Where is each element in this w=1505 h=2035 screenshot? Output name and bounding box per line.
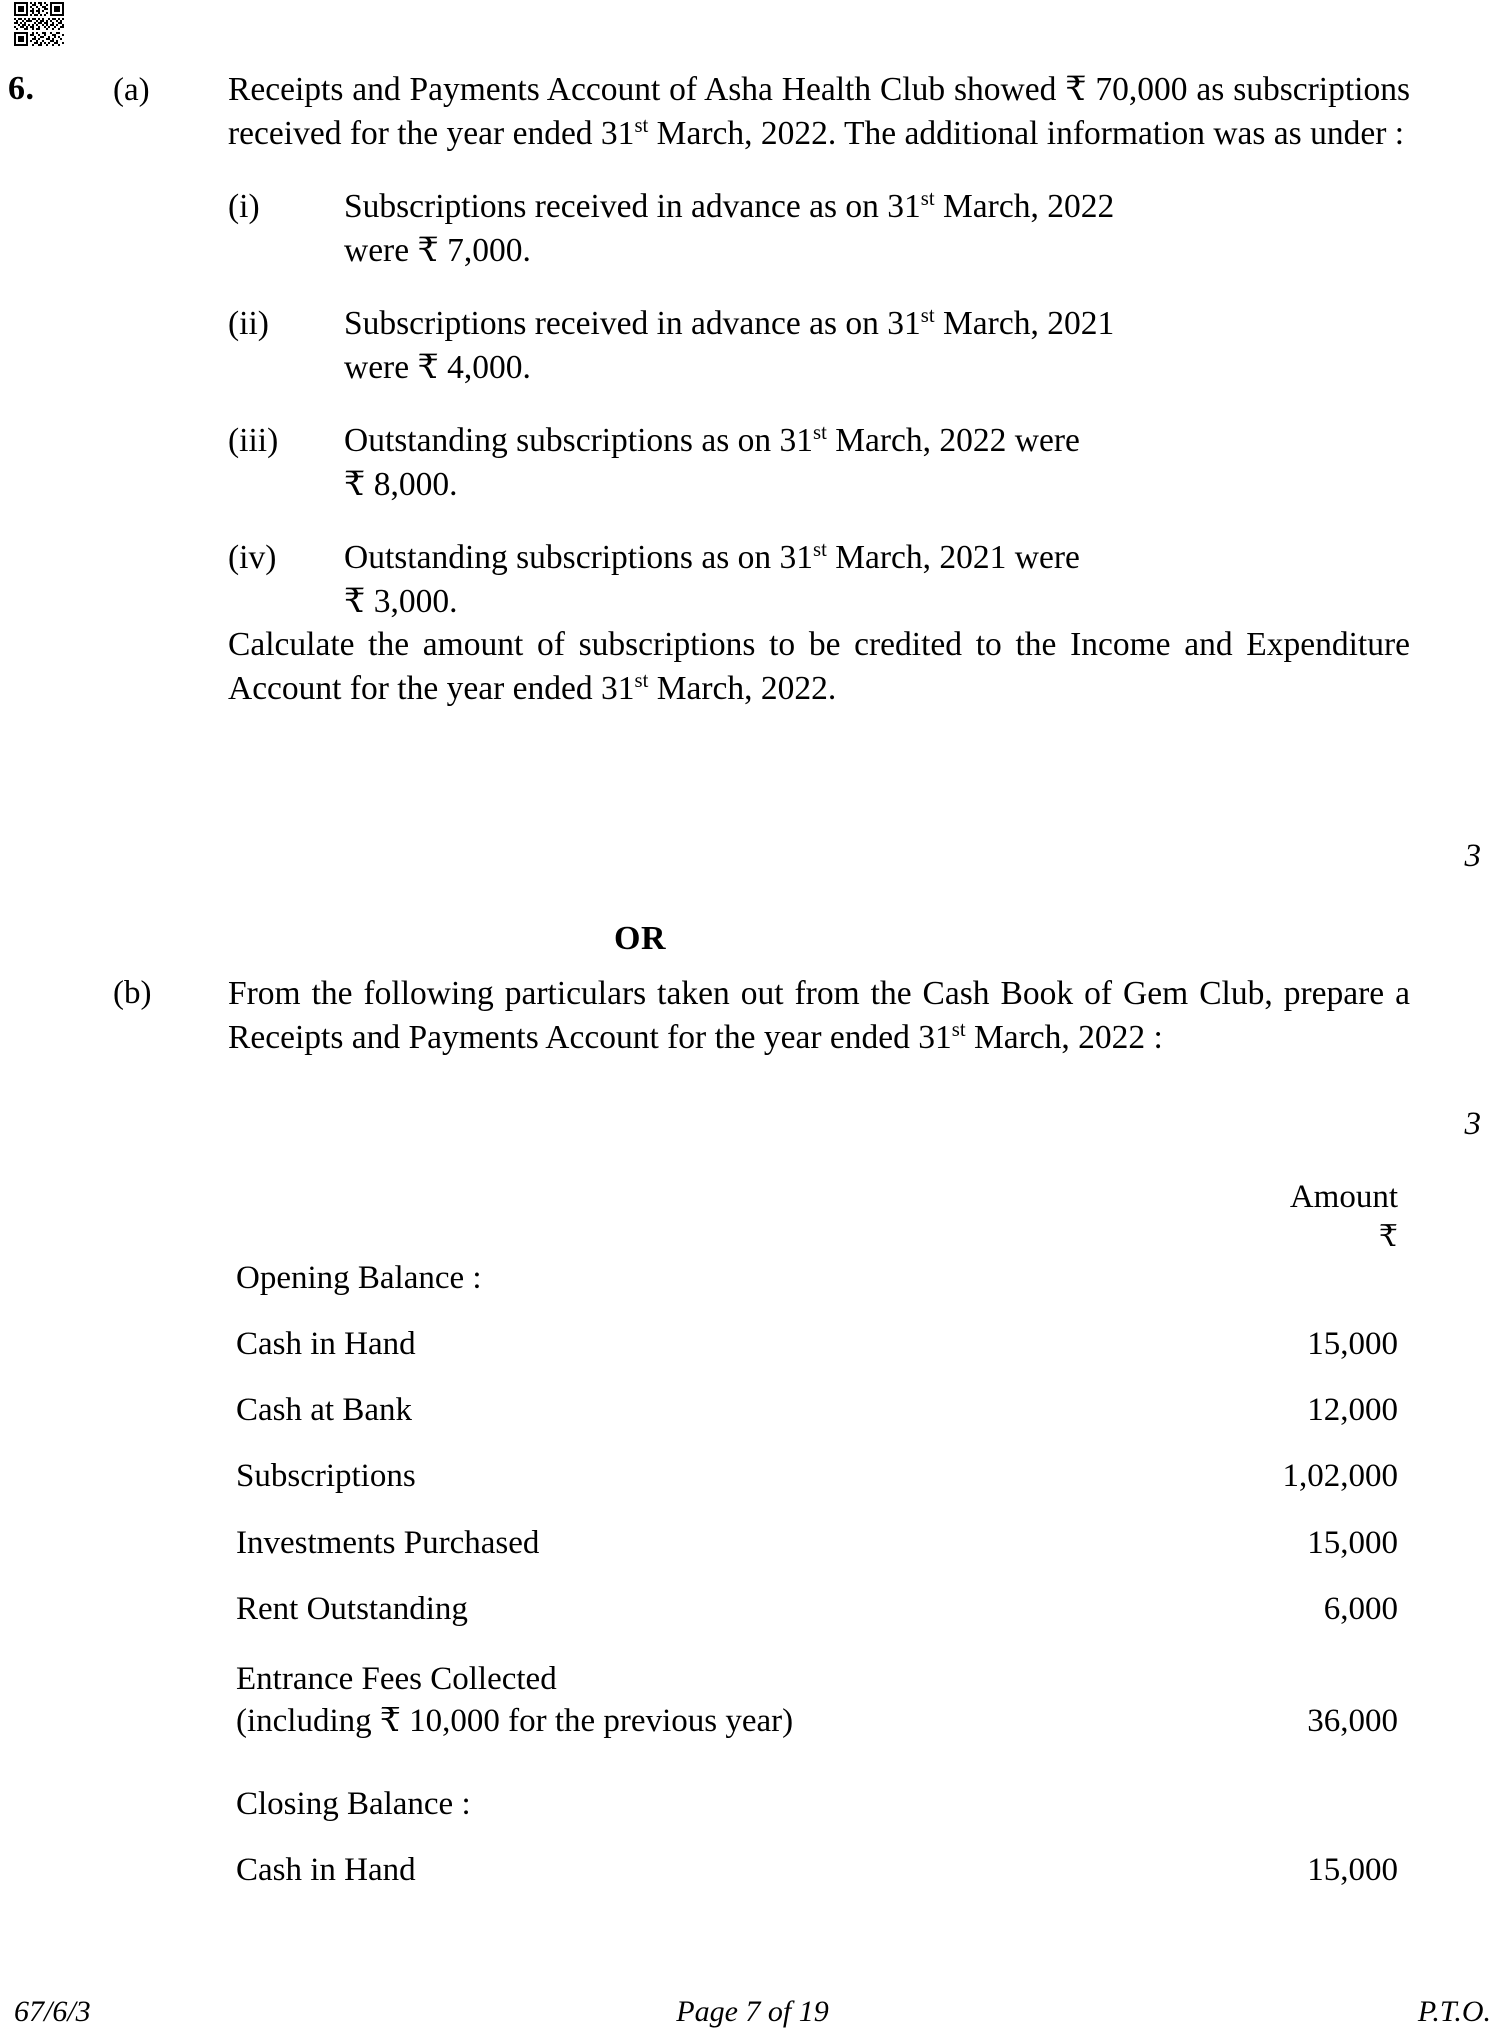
part-a-closing-instruction [228,623,1410,710]
turn-over-label: P.T.O. [1417,1995,1491,2028]
question-number: 6. [8,70,35,107]
row-amount [1168,1743,1398,1825]
qr-code [14,2,64,46]
part-b-content [228,972,1410,1059]
ordinal-suffix: st [951,1017,966,1041]
partb-line-3-post: March, 2022 : [965,1018,1163,1056]
row-amount: 36,000 [1307,1703,1398,1740]
particulars-header-cell [236,1176,1168,1257]
item-line-1-post: March, 2021 were [826,539,1080,577]
partb-line-1: From the following particulars taken out from the Cash Book of Gem [228,975,1189,1012]
list-item-marker: (ii) [228,305,269,343]
item-line-1-pre: Outstanding subscriptions as on 31 [344,422,813,460]
row-label: Closing Balance : [236,1785,471,1822]
list-item-marker: (iii) [228,422,279,460]
table-row [236,1630,1398,1700]
row-label: Rent Outstanding [236,1590,468,1627]
row-label: Opening Balance : [236,1259,482,1296]
part-b-label: (b) [113,975,152,1011]
part-a-stem [228,68,1410,155]
closing-line-1: Calculate the amount of subscriptions to be credited to the Income [228,626,1171,664]
row-label: Cash at Bank [236,1392,412,1429]
ordinal-suffix: st [634,113,649,137]
table-row [236,1743,1398,1825]
list-item-text [344,419,1410,506]
ordinal-suffix: st [812,538,827,562]
partb-line-3-pre: 31 [918,1018,952,1056]
stem-line-3: 2022. The additional information was as under : [760,114,1405,152]
row-label: (including ₹ 10,000 for the previous year) [236,1703,794,1740]
item-line-2: ₹ 8,000. [344,465,458,503]
item-line-1-post: March, 2022 were [826,422,1080,460]
row-label: Investments Purchased [236,1524,540,1561]
row-label: Cash in Hand [236,1325,416,1362]
stem-line-2-post: March, [648,114,753,152]
list-item-marker: (i) [228,188,260,226]
list-item-text [344,536,1410,623]
amount-header-label: Amount [1289,1179,1398,1215]
row-amount: 15,000 [1307,1851,1398,1888]
list-item-text [344,302,1410,389]
marks-part-a: 3 [1464,838,1481,874]
table-row [236,1498,1398,1564]
list-item-marker: (iv) [228,539,277,577]
currency-symbol: ₹ [1378,1220,1398,1254]
item-line-1-pre: Subscriptions received in advance as on 31 [344,305,921,343]
list-item [228,185,1410,272]
page-footer [0,1995,1505,2035]
row-amount [1168,1630,1398,1700]
list-item [228,419,1410,506]
page-number: Page 7 of 19 [676,1995,829,2028]
table-row [236,1431,1398,1497]
marks-part-b: 3 [1464,1106,1481,1142]
item-line-1-post: March, 2021 [934,305,1115,343]
row-label: Entrance Fees Collected [236,1661,557,1698]
row-label: Cash in Hand [236,1851,416,1888]
list-item-text [344,185,1410,272]
ordinal-suffix: st [812,421,827,445]
ordinal-suffix: st [634,668,649,692]
list-item [228,302,1410,389]
table-row [236,1564,1398,1630]
or-separator: OR [614,920,666,957]
part-a-content [228,68,1410,711]
table-row [236,1700,1398,1742]
item-line-2: were ₹ 4,000. [344,348,531,386]
stem-line-2-pre: ₹ 70,000 as subscriptions received for the year ended 31 [228,71,1410,152]
list-item [228,536,1410,623]
paper-code: 67/6/3 [14,1995,91,2028]
part-b-stem [228,972,1410,1059]
ordinal-suffix: st [920,304,935,328]
row-amount: 15,000 [1307,1524,1398,1561]
item-line-1-post: March, 2022 [934,188,1115,226]
closing-line-2-post: March, 2022. [648,670,837,708]
table-row [236,1365,1398,1431]
item-line-1-pre: Outstanding subscriptions as on 31 [344,539,813,577]
part-a-label: (a) [113,72,150,108]
row-amount: 15,000 [1307,1325,1398,1362]
table-row [236,1299,1398,1365]
particulars-table [236,1176,1398,1891]
closing-line-2-pre: and Expenditure Account for the year ended 31 [228,626,1411,708]
row-amount: 6,000 [1323,1590,1398,1627]
table-row [236,1257,1398,1299]
partb-line-2: Club, prepare a Receipts and Payments Account for the year ended [228,975,1410,1056]
item-line-2: were ₹ 7,000. [344,231,531,269]
row-amount: 12,000 [1307,1392,1398,1429]
item-line-2: ₹ 3,000. [344,582,458,620]
row-amount [1168,1257,1398,1299]
ordinal-suffix: st [920,186,935,210]
row-amount: 1,02,000 [1282,1458,1398,1495]
table-row [236,1825,1398,1891]
sub-items-list [228,185,1410,623]
item-line-1-pre: Subscriptions received in advance as on 31 [344,188,921,226]
table-header-row [236,1176,1398,1257]
row-label: Subscriptions [236,1458,416,1495]
amount-header-cell [1168,1176,1398,1257]
stem-line-1: Receipts and Payments Account of Asha Health Club showed [228,71,1057,108]
